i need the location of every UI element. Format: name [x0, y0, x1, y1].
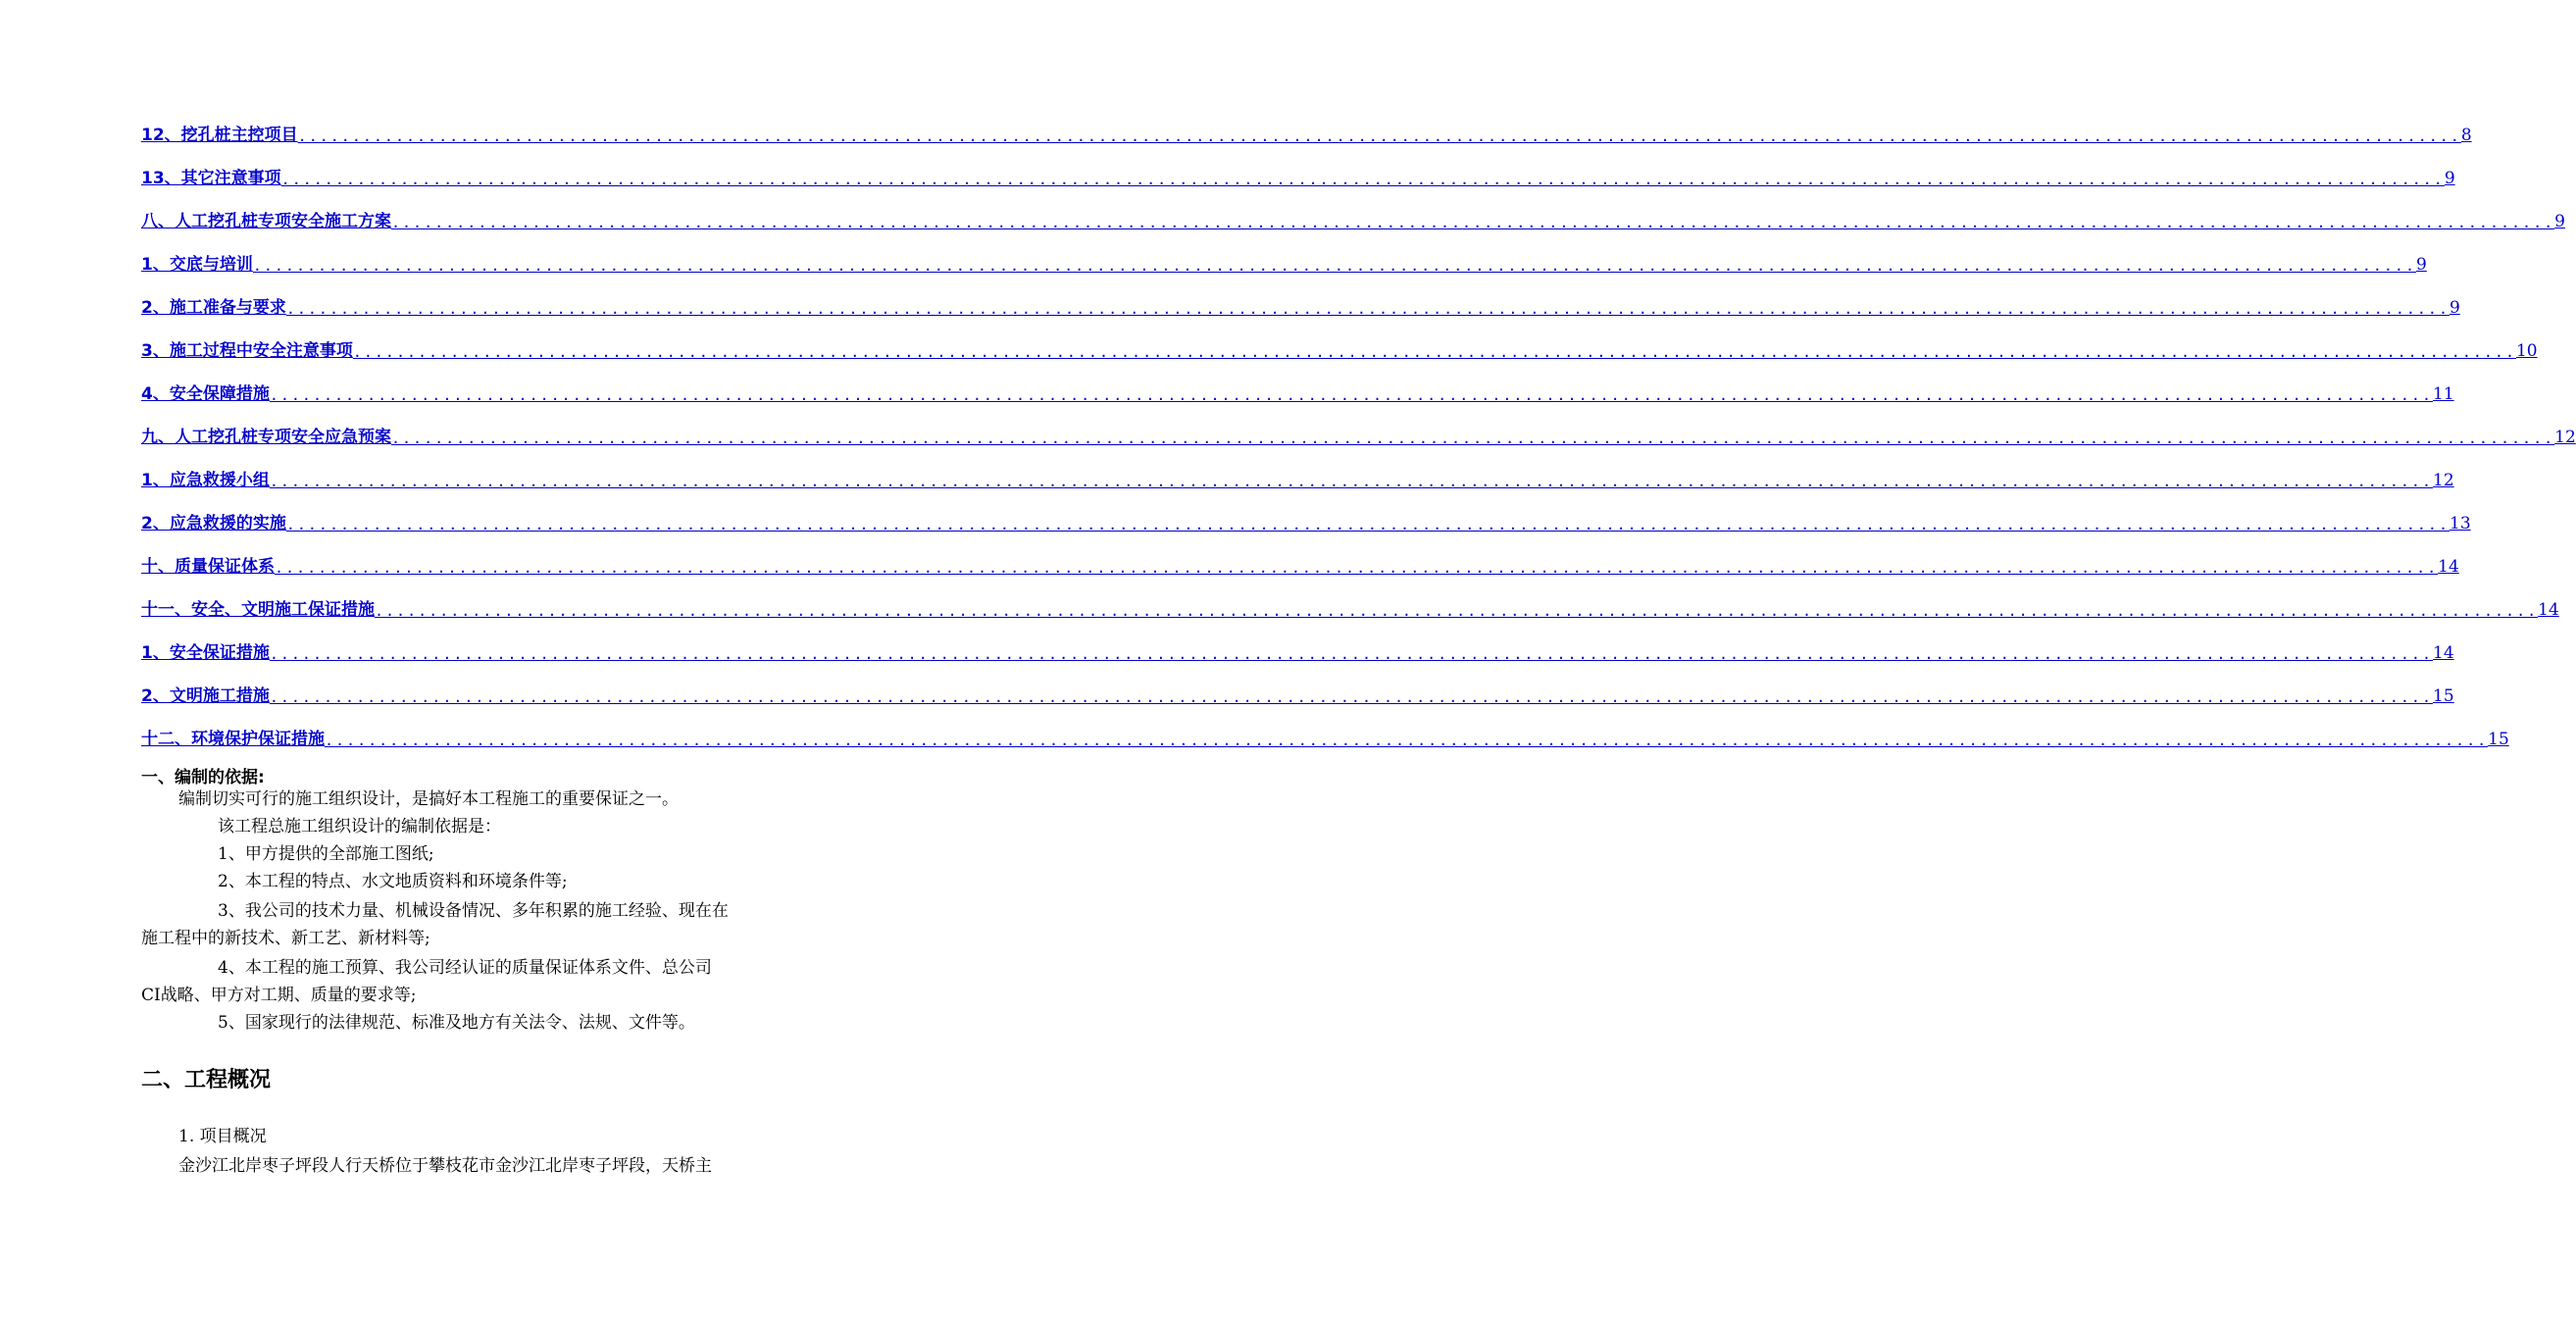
toc-entry-title: 1、交底与培训: [141, 255, 253, 275]
toc-dot-leader: ........................................................................................................................................................................................................: [325, 732, 2489, 749]
toc-entry-page-number: 13: [2450, 514, 2471, 533]
toc-entry-title: 十、质量保证体系: [141, 557, 275, 577]
toc-entry-title: 2、文明施工措施: [141, 686, 270, 706]
paragraph-project-overview: 金沙江北岸枣子坪段人行天桥位于攀枝花市金沙江北岸枣子坪段，天桥主: [178, 1156, 712, 1176]
toc-entry-title: 八、人工挖孔桩专项安全施工方案: [141, 212, 391, 231]
section-heading-overview: 二、工程概况: [141, 1068, 272, 1092]
toc-entry[interactable]: [141, 467, 2454, 490]
toc-entry-title: 12、挖孔桩主控项目: [141, 126, 298, 145]
toc-entry-title: 3、施工过程中安全注意事项: [141, 341, 353, 361]
toc-entry-page-number: 8: [2460, 126, 2472, 145]
toc-entry-title: 4、安全保障措施: [141, 384, 270, 404]
subheading-project-overview: 1. 项目概况: [178, 1127, 267, 1146]
toc-entry[interactable]: [141, 122, 2472, 145]
toc-dot-leader: ........................................................................................................................................................................................................: [280, 171, 2445, 188]
toc-entry-page-number: 12: [2554, 428, 2576, 447]
paragraph-intro: 编制切实可行的施工组织设计，是搞好本工程施工的重要保证之一。: [178, 789, 679, 809]
toc-entry-page-number: 12: [2433, 471, 2454, 490]
toc-entry-page-number: 14: [2433, 643, 2454, 663]
toc-entry[interactable]: [141, 424, 2576, 447]
toc-entry-page-number: 10: [2515, 341, 2538, 361]
list-item-2: 2、本工程的特点、水文地质资料和环境条件等;: [218, 872, 568, 891]
toc-entry-title: 十二、环境保护保证措施: [141, 730, 325, 749]
list-item-5: 5、国家现行的法律规范、标准及地方有关法令、法规、文件等。: [218, 1013, 695, 1033]
list-item-4-line2: CI战略、甲方对工期、质量的要求等;: [141, 986, 417, 1005]
list-item-1: 1、甲方提供的全部施工图纸;: [218, 844, 434, 864]
toc-dot-leader: ........................................................................................................................................................................................................: [285, 516, 2450, 533]
section-heading-basis: 一、编制的依据:: [141, 768, 265, 787]
toc-entry-page-number: 9: [2416, 255, 2427, 275]
paragraph-basis-intro: 该工程总施工组织设计的编制依据是：: [218, 817, 501, 836]
toc-entry[interactable]: [141, 251, 2427, 275]
toc-entry[interactable]: [141, 683, 2454, 706]
toc-entry-page-number: 15: [2488, 730, 2509, 749]
toc-entry-title: 2、应急救援的实施: [141, 514, 286, 533]
toc-entry[interactable]: [141, 510, 2471, 533]
toc-entry-page-number: 9: [2450, 298, 2460, 318]
toc-entry-page-number: 15: [2433, 686, 2454, 706]
toc-dot-leader: ........................................................................................................................................................................................................: [275, 559, 2439, 577]
toc-entry-title: 2、施工准备与要求: [141, 298, 286, 318]
toc-entry-title: 1、应急救援小组: [141, 471, 270, 490]
toc-dot-leader: ........................................................................................................................................................................................................: [269, 386, 2433, 404]
list-item-4-line1: 4、本工程的施工预算、我公司经认证的质量保证体系文件、总公司: [218, 958, 712, 978]
toc-entry-page-number: 9: [2444, 169, 2455, 188]
toc-entry[interactable]: [141, 596, 2559, 620]
toc-dot-leader: ........................................................................................................................................................................................................: [352, 343, 2516, 361]
toc-entry-title: 13、其它注意事项: [141, 169, 281, 188]
toc-entry-title: 十一、安全、文明施工保证措施: [141, 600, 375, 620]
toc-dot-leader: ........................................................................................................................................................................................................: [391, 430, 2555, 447]
toc-entry-page-number: 11: [2433, 384, 2454, 404]
toc-dot-leader: ........................................................................................................................................................................................................: [391, 214, 2555, 231]
toc-dot-leader: ........................................................................................................................................................................................................: [269, 473, 2433, 490]
toc-entry[interactable]: [141, 208, 2565, 231]
toc-dot-leader: ........................................................................................................................................................................................................: [285, 300, 2450, 318]
toc-entry[interactable]: [141, 639, 2454, 663]
toc-entry-page-number: 14: [2538, 600, 2559, 620]
toc-entry-title: 九、人工挖孔桩专项安全应急预案: [141, 428, 391, 447]
toc-dot-leader: ........................................................................................................................................................................................................: [269, 645, 2433, 663]
toc-dot-leader: ........................................................................................................................................................................................................: [252, 257, 2416, 275]
toc-dot-leader: ........................................................................................................................................................................................................: [375, 602, 2539, 620]
toc-entry[interactable]: [141, 726, 2509, 749]
list-item-3-line2: 施工程中的新技术、新工艺、新材料等;: [141, 929, 430, 948]
toc-entry[interactable]: [141, 380, 2454, 404]
toc-entry[interactable]: [141, 337, 2538, 361]
toc-entry[interactable]: [141, 553, 2459, 577]
toc-dot-leader: ........................................................................................................................................................................................................: [269, 688, 2433, 706]
toc-entry-page-number: 14: [2438, 557, 2459, 577]
list-item-3-line1: 3、我公司的技术力量、机械设备情况、多年积累的施工经验、现在在: [218, 901, 729, 921]
toc-entry-page-number: 9: [2554, 212, 2565, 231]
toc-dot-leader: ........................................................................................................................................................................................................: [297, 127, 2461, 145]
toc-entry[interactable]: [141, 165, 2455, 188]
toc-entry[interactable]: [141, 294, 2460, 318]
toc-entry-title: 1、安全保证措施: [141, 643, 270, 663]
